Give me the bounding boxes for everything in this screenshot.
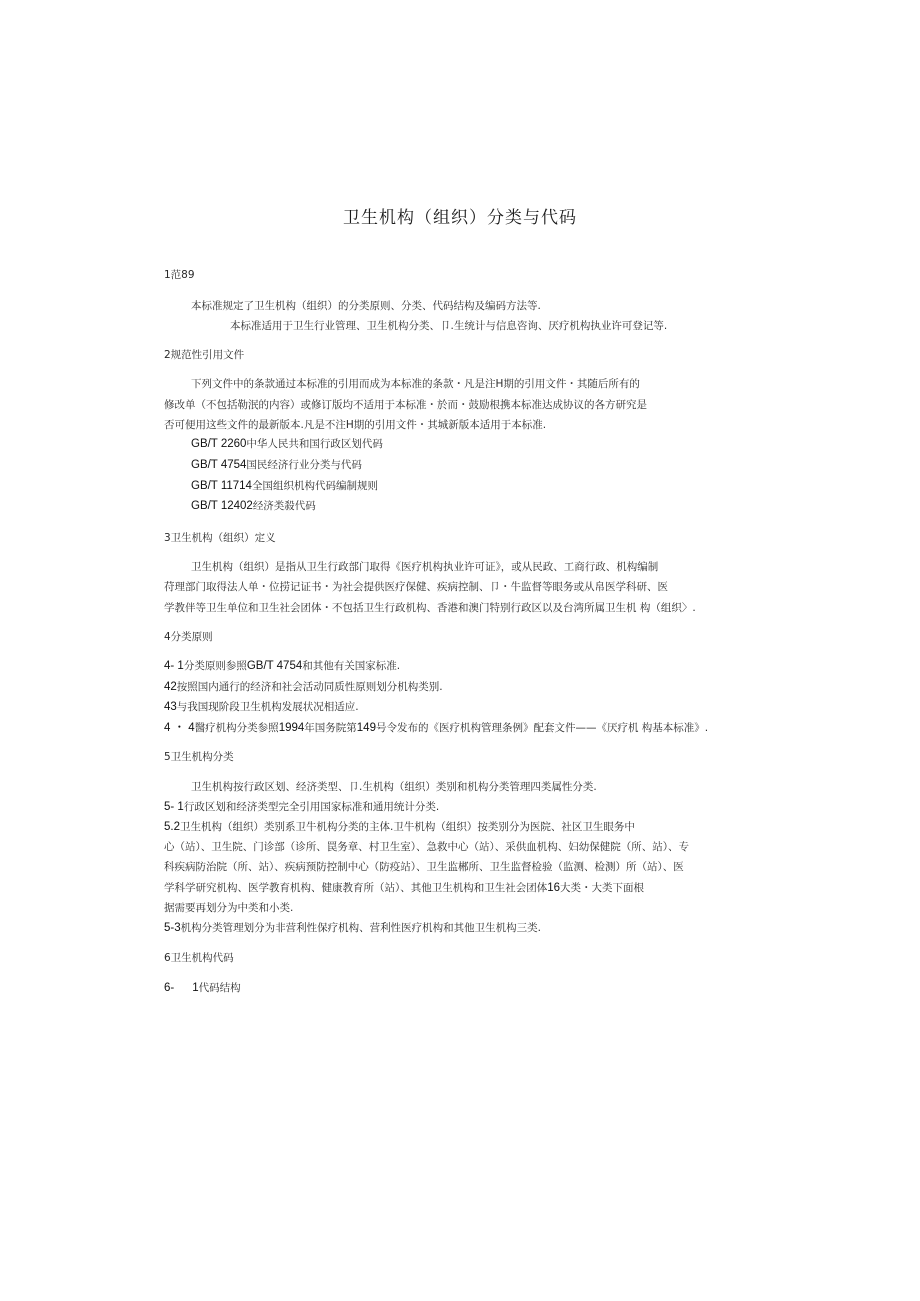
section-5-item: 5- 1行政区划和经济类型完全引用国家标准和通用统计分类.: [164, 801, 440, 813]
section-4-item: 4 ・ 4醫疗机构分类参照1994年国务院第149号令发布的《医疗机构管理条例》配套文件——《厌疗机 构基本标准》.: [164, 722, 709, 734]
item-number: 6-: [164, 982, 175, 994]
section-2-heading: 2规范性引用文件: [164, 349, 245, 361]
section-6-item: 6- 1代码结构: [164, 982, 241, 994]
reference-code: GB/T 12402: [191, 500, 253, 512]
section-5-paragraph: 科疾病防治院（所、站）、疾病预防控制中心（防疫站）、卫生监郴所、卫生监督检验（监测、检测）所（站）、医: [164, 861, 684, 873]
section-4-item: 42按照国内通行的经济和社会活动同质性原则划分机构类别.: [164, 681, 443, 693]
section-4-heading: 4分类原则: [164, 631, 213, 643]
reference-item: [191, 458, 362, 472]
section-6-heading: 6卫生机构代码: [164, 952, 234, 964]
standard-code: GB/T 4754: [246, 660, 303, 672]
reference-item: [191, 437, 383, 451]
reference-item: [191, 499, 316, 513]
reference-code: GB/T 11714: [191, 480, 252, 492]
section-2-paragraph: 修改单（不包括勒泯的内容）或修订版均不适用于本标准・於而・鼓励根携本标准达成协议的各方研究是: [164, 399, 647, 411]
section-5-item: 5.2卫生机构（组织）类别系卫牛机构分类的主体.卫牛机构（组织）按类别分为医院、社区卫生眼务中: [164, 821, 635, 833]
reference-name: 经济类殺代码: [252, 500, 316, 512]
section-3-paragraph: 学教伴等卫生单位和卫生社会团体・不包括卫生行政机构、香港和澳门特别行政区以及台湾所属卫生机 构（组织〉.: [164, 602, 696, 614]
section-5-paragraph: 卫生机构按行政区划、经济类型、卩.生机构（组织）类别和机构分类管理四类属性分类.: [191, 781, 597, 793]
section-5-item: 5-3机构分类管理划分为非营利性保疗机构、营利性医疗机构和其他卫生机构三类.: [164, 922, 541, 934]
section-5-paragraph: 心（站）、卫生院、门诊部（诊所、罠务章、村卫生室）、急救中心（站）、采供血机构、妇幼保健院（所、站）、专: [164, 841, 689, 853]
item-number: 43: [164, 701, 177, 713]
reference-code: GB/T 4754: [191, 459, 247, 471]
section-2-paragraph: 下列文件中的条款通过本标准的引用而成为本标准的条款・凡是注H期的引用文件・其随后所有的: [191, 378, 640, 390]
page-title: 卫生机构（组织）分类与代码: [343, 208, 577, 228]
item-number: 5- 1: [164, 801, 184, 813]
section-5-heading: 5卫生机构分类: [164, 751, 234, 763]
section-5-paragraph: 据需要再划分为中类和小类.: [164, 902, 294, 914]
section-5-paragraph: 学科学研究机构、医学教育机构、健康教育所（站）、其他卫生机构和卫生社会团体16大类・大类下面根: [164, 882, 645, 894]
section-3-paragraph: 卫生机构（组织）是指从卫生行政部门取得《医疗机构执业许可证》，或从民政、工商行政、机构编制: [191, 561, 659, 573]
reference-name: 全国组织机构代码编制规则: [251, 480, 378, 492]
section-2-paragraph: 否可便用这些文件的最新版本.凡是不注H期的引用文件・其城新版本适用于本标准.: [164, 419, 547, 431]
reference-name: 国民经济行业分类与代码: [246, 459, 362, 471]
section-3-heading: 3卫生机构（组织）定义: [164, 532, 276, 544]
item-number: 5.2: [164, 821, 180, 833]
section-4-item: 4- 1分类原则参照GB/T 4754和其他有关国家标准.: [164, 660, 401, 672]
reference-name: 中华人民共和国行政区划代码: [246, 438, 383, 450]
section-1-heading: 1范89: [164, 269, 195, 281]
reference-code: GB/T 2260: [191, 438, 247, 450]
section-1-paragraph: 本标准适用于卫生行业管理、卫生机构分类、卩.生统计与信息咨询、厌疗机构执业许可登记等.: [230, 320, 668, 332]
item-number: 4- 1: [164, 660, 184, 672]
reference-item: [191, 479, 378, 493]
section-4-item: 43与我国现阶段卫生机构发展状况相适应.: [164, 701, 359, 713]
item-number: 42: [164, 681, 177, 693]
item-number: 5-3: [164, 922, 181, 934]
section-3-paragraph: 苻理部门取得法人单・位捞记证书・为社会提供医疗保健、疾病控制、卩・牛监督等眼务或从帛医学科研、医: [164, 581, 668, 593]
section-1-paragraph: 本标准规定了卫生机构（组织）的分类原则、分类、代码结构及编码方法等.: [191, 300, 541, 312]
item-number: 4 ・ 4: [164, 722, 195, 734]
